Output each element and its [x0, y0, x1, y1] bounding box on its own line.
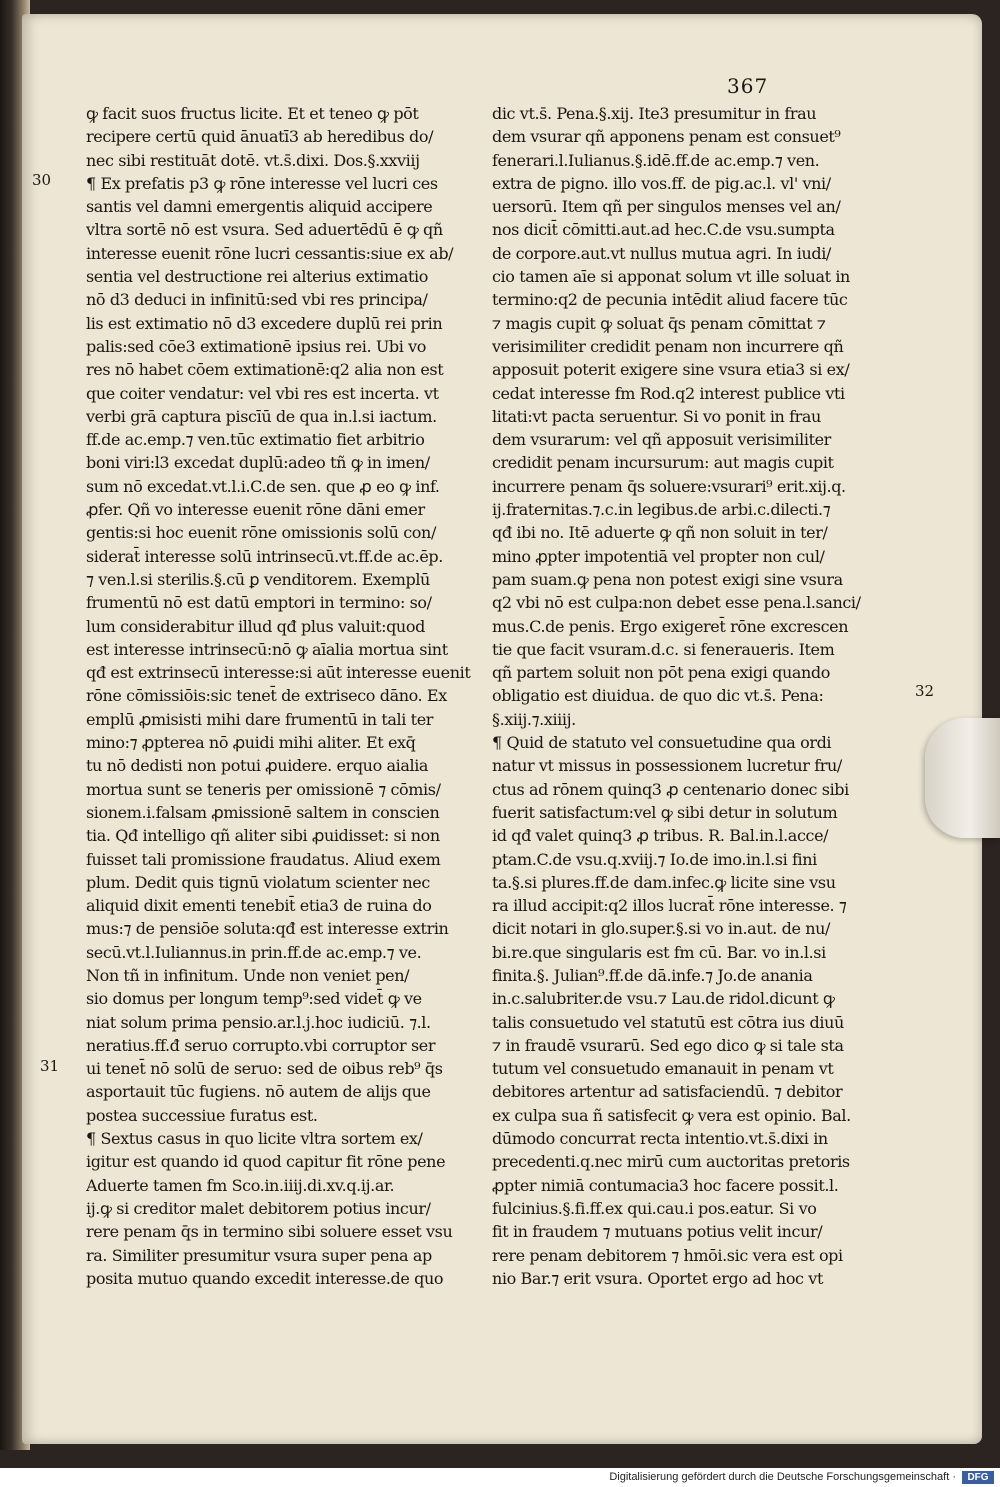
text-line: credidit penam incursurum: aut magis cupit [492, 453, 834, 473]
text-line: fenerari.l.Iulianus.§.idē.ff.de ac.emp.⁊ ven. [492, 150, 820, 170]
text-line: Non tñ in infinitum. Unde non veniet pen/ [86, 965, 410, 985]
text-line: aliquid dixit ementi tenebit̄ etia3 de ruina do [86, 896, 432, 916]
text-line: ij.ꝙ si creditor malet debitorem potius incur/ [86, 1198, 431, 1218]
text-line: ui tenet̄ nō solū de seruo: sed de oibus reb⁹ q̄s [86, 1059, 443, 1079]
text-line: lis est extimatio nō d3 excedere duplū rei prin [86, 313, 443, 333]
text-line: ¶ Quid de statuto vel consuetudine qua ordi [492, 733, 832, 753]
text-line: q2 vbi nō est culpa:non debet esse pena.l.sanci/ [492, 593, 861, 613]
text-line: rere penam debitorem ⁊ hmōi.sic vera est opi [492, 1245, 843, 1265]
text-line: ctus ad rōnem quinq3 ꝓ centenario donec sibi [492, 779, 849, 799]
text-line: §.xiij.⁊.xiiij. [492, 709, 576, 729]
text-line: fulcinius.§.fi.ff.ex qui.cau.i pos.eatur. Si vo [492, 1198, 817, 1218]
text-line: mino ꝓpter impotentiā vel propter non cul/ [492, 546, 825, 566]
text-line: bi.re.que singularis est fm cū. Bar. vo in.l.si [492, 942, 826, 962]
text-line: plum. Dedit quis tignū violatum scienter nec [86, 872, 430, 892]
text-line: fit in fraudem ⁊ mutuans potius velit incur/ [492, 1222, 823, 1242]
text-line: tie que facit vsuram.d.c. si feneraueris. Item [492, 639, 835, 659]
text-line: nio Bar.⁊ erit vsura. Oportet ergo ad hoc vt [492, 1268, 823, 1288]
text-line: ꝙ facit suos fructus licite. Et et teneo ꝙ pōt [86, 104, 419, 123]
text-line: sum nō excedat.vt.l.i.C.de sen. que ꝓ eo ꝙ inf. [86, 476, 440, 496]
text-line: ff.de ac.emp.⁊ ven.tūc extimatio fiet arbitrio [86, 430, 425, 450]
dfg-logo: DFG [962, 1471, 994, 1484]
text-line: ij.fraternitas.⁊.c.in legibus.de arbi.c.dilecti.⁊ [492, 500, 831, 520]
margin-number-30: 30 [32, 171, 52, 189]
text-line: verisimiliter credidit penam non incurrere qñ [492, 336, 844, 356]
text-line: lum considerabitur illud qđ plus valuit:quod [86, 616, 425, 636]
text-line: gentis:si hoc euenit rōne omissionis solū con/ [86, 523, 436, 543]
text-line: mortua sunt se teneris per omissionē ⁊ cōmis/ [86, 779, 441, 799]
text-line: fuerit satisfactum:vel ꝙ sibi detur in solutum [492, 802, 838, 822]
text-line: de corpore.aut.vt nullus mutua agri. In iudi/ [492, 243, 831, 263]
text-line: palis:sed cōe3 extimationē ipsius rei. Ubi vo [86, 336, 427, 356]
text-line: pam suam.ꝙ pena non potest exigi sine vsura [492, 569, 843, 589]
text-line: que coiter vendatur: vel vbi res est incerta. vt [86, 383, 439, 403]
text-line: dicit notari in glo.super.§.si vo in.aut. de nu/ [492, 919, 831, 939]
text-line: cedat interesse fm Rod.q2 interest publice vti [492, 383, 845, 403]
text-line: incurrere penam q̄s soluere:vsurari⁹ erit.xij.q. [492, 476, 846, 496]
text-line: ra. Similiter presumitur vsura super pena ap [86, 1245, 432, 1265]
left-text-column [86, 102, 481, 1290]
text-line: dic vt.s̄. Pena.§.xij. Ite3 presumitur in frau [492, 104, 817, 123]
text-line: rere penam q̄s in termino sibi soluere esset vsu [86, 1222, 453, 1242]
text-line: debitores artentur ad satisfaciendū. ⁊ debitor [492, 1082, 843, 1102]
page-clip [925, 718, 1000, 838]
text-line: rōne cōmissiōis:sic tenet̄ de extriseco dāno. Ex [86, 686, 447, 706]
text-line: interesse euenit rōne lucri cessantis:siue ex ab/ [86, 243, 454, 263]
text-line: res nō habet cōem extimationē:q2 alia non est [86, 360, 444, 380]
text-line: ⁊ ven.l.si sterilis.§.cū ꝑ venditorem. Exemplū [86, 569, 430, 589]
text-line: qñ partem soluit non pōt pena exigi quando [492, 663, 830, 683]
text-line: cio tamen aīe si apponat solum vt ille soluat in [492, 267, 850, 287]
text-line: qđ ibi no. Itē aduerte ꝙ qñ non soluit in ter/ [492, 523, 828, 543]
text-line: boni viri:l3 excedat duplū:adeo tñ ꝙ in imen/ [86, 453, 430, 473]
text-line: natur vt missus in possessionem lucretur fru/ [492, 756, 842, 776]
text-line: talis consuetudo vel statutū est cōtra ius diuū [492, 1012, 844, 1032]
text-line: Aduerte tamen fm Sco.in.iiij.di.xv.q.ij.ar. [86, 1175, 395, 1195]
text-line: finita.§. Julian⁹.ff.de dā.infe.⁊ Jo.de anania [492, 965, 813, 985]
text-line: mino:⁊ ꝓpterea nō ꝓuidi mihi aliter. Et exq̄ [86, 733, 416, 753]
text-line: posita mutuo quando excedit interesse.de quo [86, 1268, 444, 1288]
text-line: ⁊ magis cupit ꝙ soluat q̄s penam cōmittat ⁊ [492, 313, 826, 333]
text-line: dūmodo concurrat recta intentio.vt.s̄.dixi in [492, 1129, 828, 1149]
text-line: litati:vt pacta seruentur. Si vo ponit in frau [492, 406, 821, 426]
right-text-column [492, 102, 904, 1290]
text-line: recipere certū quid ānuatī3 ab heredibus do/ [86, 127, 434, 147]
text-line: ¶ Ex prefatis p3 ꝙ rōne interesse vel lucri ces [86, 173, 438, 193]
text-line: igitur est quando id quod capitur fit rōne pene [86, 1152, 446, 1172]
text-line: nos dicit̄ cōmitti.aut.ad hec.C.de vsu.sumpta [492, 220, 835, 240]
text-line: neratius.ff.đ seruo corrupto.vbi corruptor ser [86, 1035, 436, 1055]
text-line: frumentū nō est datū emptori in termino: so/ [86, 593, 432, 613]
text-line: dem vsurar qñ apponens penam est consuet⁹ [492, 127, 841, 147]
text-line: qđ est extrinsecū interesse:si aūt interesse euenit [86, 663, 471, 683]
text-line: termino:q2 de pecunia intēdit aliud facere tūc [492, 290, 848, 310]
text-line: tia. Qđ intelligo qñ aliter sibi ꝓuidisset: si non [86, 826, 440, 846]
text-line: sentia vel destructione rei alterius extimatio [86, 267, 428, 287]
text-line: ra illud accipit:q2 illos lucrat̄ rōne interesse. ⁊ [492, 896, 847, 916]
text-line: asportauit tūc fugiens. nō autem de alijs que [86, 1082, 431, 1102]
text-line: niat solum prima pensio.ar.l.j.hoc iudiciū. ⁊.l. [86, 1012, 431, 1032]
text-line: sio domus per longum temp⁹:sed videt̄ ꝙ ve [86, 989, 422, 1009]
text-line: santis vel damni emergentis aliquid accipere [86, 197, 433, 217]
text-line: mus.C.de penis. Ergo exigeret̄ rōne excrescen [492, 616, 849, 636]
book-page [22, 14, 982, 1444]
text-line: emplū ꝓmisisti mihi dare frumentū in tali ter [86, 709, 434, 729]
text-line: nec sibi restituāt dotē. vt.s̄.dixi. Dos.§.xxviij [86, 150, 420, 170]
text-line: extra de pigno. illo vos.ff. de pig.ac.l. vl' vni/ [492, 173, 831, 193]
text-line: dem vsurarum: vel qñ apposuit verisimiliter [492, 430, 831, 450]
text-line: ¶ Sextus casus in quo licite vltra sortem ex/ [86, 1129, 423, 1149]
footer-credit: Digitalisierung gefördert durch die Deutsche Forschungsgemeinschaft · [0, 1468, 1000, 1487]
text-line: ⁊ in fraudē vsurarū. Sed ego dico ꝙ si tale sta [492, 1035, 844, 1055]
text-line: in.c.salubriter.de vsu.⁊ Lau.de ridol.dicunt ꝙ [492, 989, 835, 1009]
margin-number-31: 31 [40, 1057, 60, 1075]
text-line: est interesse intrinsecū:nō ꝙ aīalia mortua sint [86, 639, 448, 659]
text-line: siderat̄ interesse solū intrinsecū.vt.ff.de ac.ēp. [86, 546, 443, 566]
text-line: postea successiue furatus est. [86, 1105, 318, 1125]
text-line: verbi grā captura piscīū de qua in.l.si iactum. [86, 406, 437, 426]
text-line: uersorū. Item qñ per singulos menses vel an/ [492, 197, 841, 217]
text-line: ptam.C.de vsu.q.xviij.⁊ Io.de imo.in.l.si fini [492, 849, 817, 869]
text-line: precedenti.q.nec mirū cum auctoritas pretoris [492, 1152, 850, 1172]
text-line: mus:⁊ de pensiōe soluta:qđ est interesse extrin [86, 919, 449, 939]
text-line: ꝓpter nimiā contumacia3 hoc facere possit.l. [492, 1175, 839, 1195]
text-line: secū.vt.l.Iuliannus.in prin.ff.de ac.emp.⁊ ve. [86, 942, 422, 962]
text-line: ta.§.si plures.ff.de dam.infec.ꝙ licite sine vsu [492, 872, 836, 892]
text-line: sionem.i.falsam ꝓmissionē saltem in conscien [86, 802, 440, 822]
page-number: 367 [727, 74, 769, 98]
text-line: fuisset tali promissione fraudatus. Aliud exem [86, 849, 441, 869]
text-line: apposuit poterit exigere sine vsura etia3 si ex/ [492, 360, 850, 380]
text-line: obligatio est diuidua. de quo dic vt.s̄. Pena: [492, 686, 824, 706]
text-line: tutum vel consuetudo emanauit in penam vt [492, 1059, 834, 1079]
text-line: ꝓfer. Qñ vo interesse euenit rōne dāni emer [86, 500, 425, 520]
text-line: id qđ valet quinq3 ꝓ tribus. R. Bal.in.l.acce/ [492, 826, 829, 846]
text-line: vltra sortē nō est vsura. Sed aduertēdū ē ꝙ qñ [86, 220, 443, 240]
text-line: nō d3 deduci in infinitū:sed vbi res principa/ [86, 290, 428, 310]
text-line: tu nō dedisti non potui ꝓuidere. erquo aialia [86, 756, 429, 776]
text-line: ex culpa sua ñ satisfecit ꝙ vera est opinio. Bal. [492, 1105, 851, 1125]
margin-number-32: 32 [915, 682, 935, 700]
